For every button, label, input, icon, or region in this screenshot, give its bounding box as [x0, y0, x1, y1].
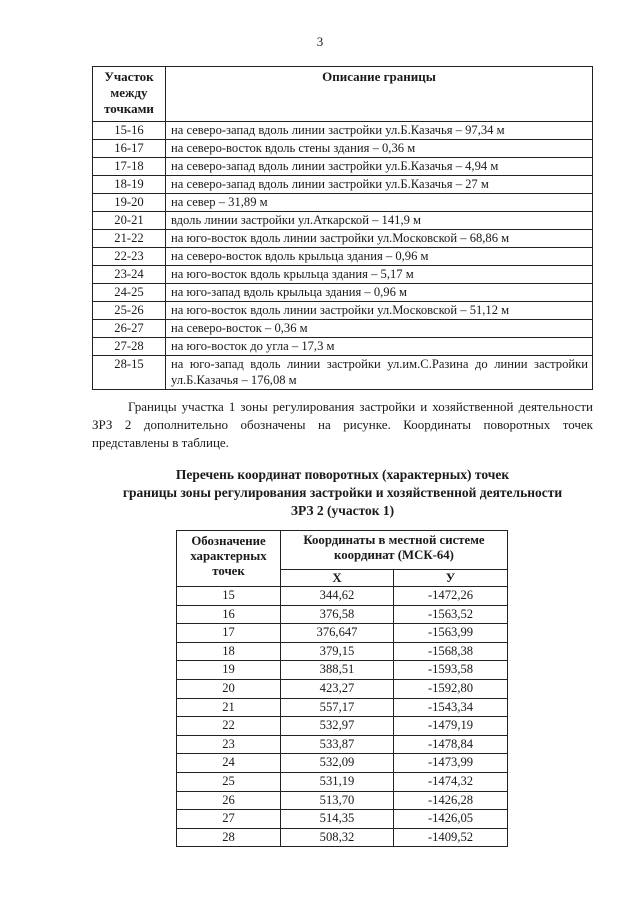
table-row: [177, 605, 508, 624]
description-cell: на северо-запад вдоль линии застройки ул.Б.Казачья – 97,34 м: [166, 122, 593, 140]
segment-cell: 27-28: [93, 338, 166, 356]
description-cell: на северо-восток – 0,36 м: [166, 320, 593, 338]
table-row: [177, 735, 508, 754]
y-cell: -1563,52: [394, 605, 508, 624]
body-paragraph: Границы участка 1 зоны регулирования застройки и хозяйственной деятельности ЗРЗ 2 дополнительно обозначены на рисунке. Координаты поворотных точек представлены в таблице.: [92, 399, 593, 450]
table-row: [93, 320, 593, 338]
table-row: [93, 122, 593, 140]
header-segment: Участок между точками: [93, 67, 166, 122]
y-cell: -1409,52: [394, 828, 508, 847]
point-cell: 23: [177, 735, 281, 754]
segment-cell: 28-15: [93, 356, 166, 390]
table-row: [177, 717, 508, 736]
segment-cell: 17-18: [93, 158, 166, 176]
segment-cell: 15-16: [93, 122, 166, 140]
table-row: [93, 248, 593, 266]
header-y: У: [394, 570, 508, 587]
x-cell: 531,19: [281, 772, 394, 791]
x-cell: 379,15: [281, 642, 394, 661]
description-cell: на северо-восток вдоль стены здания – 0,36 м: [166, 140, 593, 158]
table-row: [177, 642, 508, 661]
title-line: ЗРЗ 2 (участок 1): [290, 503, 395, 518]
table-row: [93, 338, 593, 356]
description-cell: на юго-восток вдоль линии застройки ул.Московской – 51,12 м: [166, 302, 593, 320]
y-cell: -1472,26: [394, 587, 508, 606]
table-row: [177, 624, 508, 643]
description-cell: на северо-запад вдоль линии застройки ул.Б.Казачья – 27 м: [166, 176, 593, 194]
table-row: [93, 176, 593, 194]
y-cell: -1474,32: [394, 772, 508, 791]
segment-cell: 22-23: [93, 248, 166, 266]
boundary-table: [92, 66, 593, 390]
y-cell: -1426,05: [394, 810, 508, 829]
table-row: [93, 302, 593, 320]
point-cell: 26: [177, 791, 281, 810]
description-cell: на юго-восток вдоль крыльца здания – 5,17 м: [166, 266, 593, 284]
coordinates-title: [92, 466, 593, 520]
table-row: [177, 772, 508, 791]
x-cell: 532,09: [281, 754, 394, 773]
segment-cell: 16-17: [93, 140, 166, 158]
y-cell: -1568,38: [394, 642, 508, 661]
y-cell: -1479,19: [394, 717, 508, 736]
coordinates-table-header: [177, 531, 508, 570]
description-cell: на север – 31,89 м: [166, 194, 593, 212]
point-cell: 19: [177, 661, 281, 680]
point-cell: 20: [177, 679, 281, 698]
y-cell: -1473,99: [394, 754, 508, 773]
table-row: [93, 266, 593, 284]
header-point: Обозначение характерных точек: [177, 531, 281, 587]
table-row: [93, 140, 593, 158]
y-cell: -1543,34: [394, 698, 508, 717]
x-cell: 513,70: [281, 791, 394, 810]
point-cell: 27: [177, 810, 281, 829]
segment-cell: 18-19: [93, 176, 166, 194]
table-row: [177, 698, 508, 717]
table-row: [177, 661, 508, 680]
point-cell: 25: [177, 772, 281, 791]
description-cell: на северо-запад вдоль линии застройки ул.Б.Казачья – 4,94 м: [166, 158, 593, 176]
table-row: [177, 679, 508, 698]
y-cell: -1426,28: [394, 791, 508, 810]
point-cell: 28: [177, 828, 281, 847]
x-cell: 532,97: [281, 717, 394, 736]
description-cell: на юго-восток вдоль линии застройки ул.Московской – 68,86 м: [166, 230, 593, 248]
y-cell: -1478,84: [394, 735, 508, 754]
segment-cell: 26-27: [93, 320, 166, 338]
segment-cell: 23-24: [93, 266, 166, 284]
point-cell: 15: [177, 587, 281, 606]
table-row: [93, 230, 593, 248]
description-cell: на юго-запад вдоль линии застройки ул.им.С.Разина до линии застройки ул.Б.Казачья – 176,08 м: [166, 356, 593, 390]
x-cell: 423,27: [281, 679, 394, 698]
header-coordinate-system: Координаты в местной системе координат (МСК-64): [281, 531, 508, 570]
y-cell: -1563,99: [394, 624, 508, 643]
x-cell: 533,87: [281, 735, 394, 754]
table-row: [93, 158, 593, 176]
x-cell: 508,32: [281, 828, 394, 847]
table-row: [177, 754, 508, 773]
x-cell: 376,58: [281, 605, 394, 624]
description-cell: на северо-восток вдоль крыльца здания – 0,96 м: [166, 248, 593, 266]
table-row: [177, 828, 508, 847]
x-cell: 514,35: [281, 810, 394, 829]
coordinates-table: [176, 530, 508, 847]
description-cell: на юго-запад вдоль крыльца здания – 0,96 м: [166, 284, 593, 302]
table-row: [177, 810, 508, 829]
point-cell: 24: [177, 754, 281, 773]
header-x: X: [281, 570, 394, 587]
point-cell: 16: [177, 605, 281, 624]
point-cell: 18: [177, 642, 281, 661]
segment-cell: 19-20: [93, 194, 166, 212]
segment-cell: 20-21: [93, 212, 166, 230]
point-cell: 22: [177, 717, 281, 736]
title-line: границы зоны регулирования застройки и хозяйственной деятельности: [122, 485, 563, 500]
table-row: [93, 284, 593, 302]
table-row: [93, 194, 593, 212]
x-cell: 344,62: [281, 587, 394, 606]
x-cell: 557,17: [281, 698, 394, 717]
point-cell: 17: [177, 624, 281, 643]
page-number: 3: [316, 34, 324, 49]
table-row: [93, 356, 593, 390]
y-cell: -1592,80: [394, 679, 508, 698]
description-cell: вдоль линии застройки ул.Аткарской – 141,9 м: [166, 212, 593, 230]
x-cell: 388,51: [281, 661, 394, 680]
table-row: [177, 791, 508, 810]
y-cell: -1593,58: [394, 661, 508, 680]
boundary-table-header: [93, 67, 593, 122]
segment-cell: 21-22: [93, 230, 166, 248]
description-cell: на юго-восток до угла – 17,3 м: [166, 338, 593, 356]
segment-cell: 25-26: [93, 302, 166, 320]
x-cell: 376,647: [281, 624, 394, 643]
point-cell: 21: [177, 698, 281, 717]
title-line: Перечень координат поворотных (характерных) точек: [175, 467, 510, 482]
table-row: [177, 587, 508, 606]
header-description: Описание границы: [166, 67, 593, 122]
segment-cell: 24-25: [93, 284, 166, 302]
table-row: [93, 212, 593, 230]
